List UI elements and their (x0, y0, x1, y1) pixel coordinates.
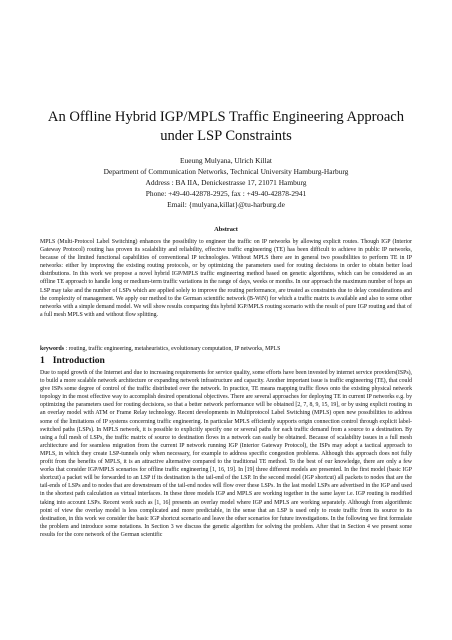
abstract-text: MPLS (Multi-Protocol Label Switching) enhances the possibility to engineer the traffic on IP networks by allowing explicit routes. Though IGP (Interior Gateway Protocol) routing has proven its scalability and reliability, effective traffic engineering (TE) has been difficult to achieve in public IP networks, because of the limited functional capabilities of conventional IP technologies. Without MPLS there are in general two possibilities to perform TE in IP networks: either by improving the existing routing protocols, or by optimizing the parameters used for routing decisions in order to obtain better load distributions. In this work we propose a novel hybrid IGP/MPLS traffic engineering method based on genetic algorithms, which can be considered as an offline TE approach to handle long or medium-term traffic variations in the range of days, weeks or months. In our approach the maximum number of hops an LSP may take and the number of LSPs which are applied solely to improve the routing performance, are treated as constraints due to delay considerations and the complexity of management. We apply our method to the German scientific network (B-WiN) for which a traffic matrix is available and also to some other networks with a simple demand model. We will show results comparing this hybrid IGP/MPLS routing scenario with the result of pure IGP routing and that of a full mesh MPLS with and without flow splitting. (40, 239, 412, 318)
phone-fax: Phone: +49-40-42878-2925, fax : +49-40-42878-2941 (145, 189, 307, 198)
author-block (40, 155, 412, 210)
keywords-list: : routing, traffic engineering, metaheuristics, evolutionary computation, IP networks, MPLS (64, 346, 281, 352)
affiliation: Department of Communication Networks, Technical University Hamburg-Harburg (103, 167, 349, 176)
author-names: Eueung Mulyana, Ulrich Killat (180, 156, 272, 165)
keywords-line (40, 345, 412, 353)
address: Address : BA IIA, Denickestrasse 17, 21071 Hamburg (145, 178, 307, 187)
email: Email: {mulyana,killat}@tu-harburg.de (167, 200, 285, 209)
keywords-label: keywords (40, 346, 65, 352)
section-title: Introduction (52, 355, 105, 366)
abstract-heading: Abstract (214, 226, 238, 233)
section-number: 1 (40, 355, 45, 366)
section-heading (40, 355, 113, 367)
introduction-text: Due to rapid growth of the Internet and due to increasing requirements for service quality, some efforts have been invested by internet service providers(ISPs), to build a more scalable network architecture or expanding network infrastructure and capacity. Another important issue is traffic engineering (TE), that could give ISPs some degree of control of the traffic distributed over the network. In practice, TE means mapping traffic flows onto the existing physical network topology in the most effective way to accomplish desired operational objectives. There are several approaches for deploying TE in current IP networks e.g. by optimizing the parameters used for routing decisions, so that a better network performance will be obtained [2, 7, 8, 9, 15, 19], or by using explicit routing in an overlay model with ATM or Frame Relay technology. Recent developments in Multiprotocol Label Switching (MPLS) open new possibilities to address some of the limitations of IP systems concerning traffic engineering. In particular MPLS efficiently supports origin connection control through explicit label-switched paths (LSPs). In MPLS network, it is possible to explicitly specify one or several paths for each traffic demand from a source to a destination. By using a full mesh of LSPs, the traffic matrix of source to destination flows in a network can easily be obtained. Because of scalability issues in a full mesh architecture and for seamless migration from the current IP network running IGP (Interior Gateway Protocol), the ISPs may adopt a tactical approach to MPLS, in which they create LSP-tunnels only when necessary, for example to address specific congestion problems. Although this approach does not fully profit from the benefits of MPLS, it is an attractive alternative compared to the traditional TE method. To the best of our knowledge, there are only a few works that consider IGP/MPLS scenarios for offline traffic engineering [1, 16, 19]. In [19] three different models are presented. In the first model (basic IGP shortcut) a packet will be forwarded to an LSP if its destination is the tail-end of the LSP. In the second model (IGP shortcut) all packets to nodes that are the tail-ends of LSPs and to nodes that are downstream of the tail-end nodes will flow over these LSPs. In the last model LSPs are advertised in the IGP and used in the shortest path calculation as virtual interfaces. In these three models IGP and MPLS are working together in the same layer i.e. IGP routing is modified taking into account LSPs. Recent work such as [1, 16] presents an overlay model where IGP and MPLS are working separately. Although from algorithmic point of view the overlay model is less complicated and more predictable, in the sense that an LSP is used only to route traffic from its source to its destination, in this work we consider the basic IGP shortcut scenario and leave the other scenarios for future investigations. In the following we first formulate the problem and introduce some notations. In Section 3 we discuss the genetic algorithm for solving the problem. After that in Section 4 we present some results for the core network of the German scientific (40, 370, 412, 538)
paper-title: An Offline Hybrid IGP/MPLS Traffic Engineering Approach under LSP Constraints (47, 109, 405, 144)
